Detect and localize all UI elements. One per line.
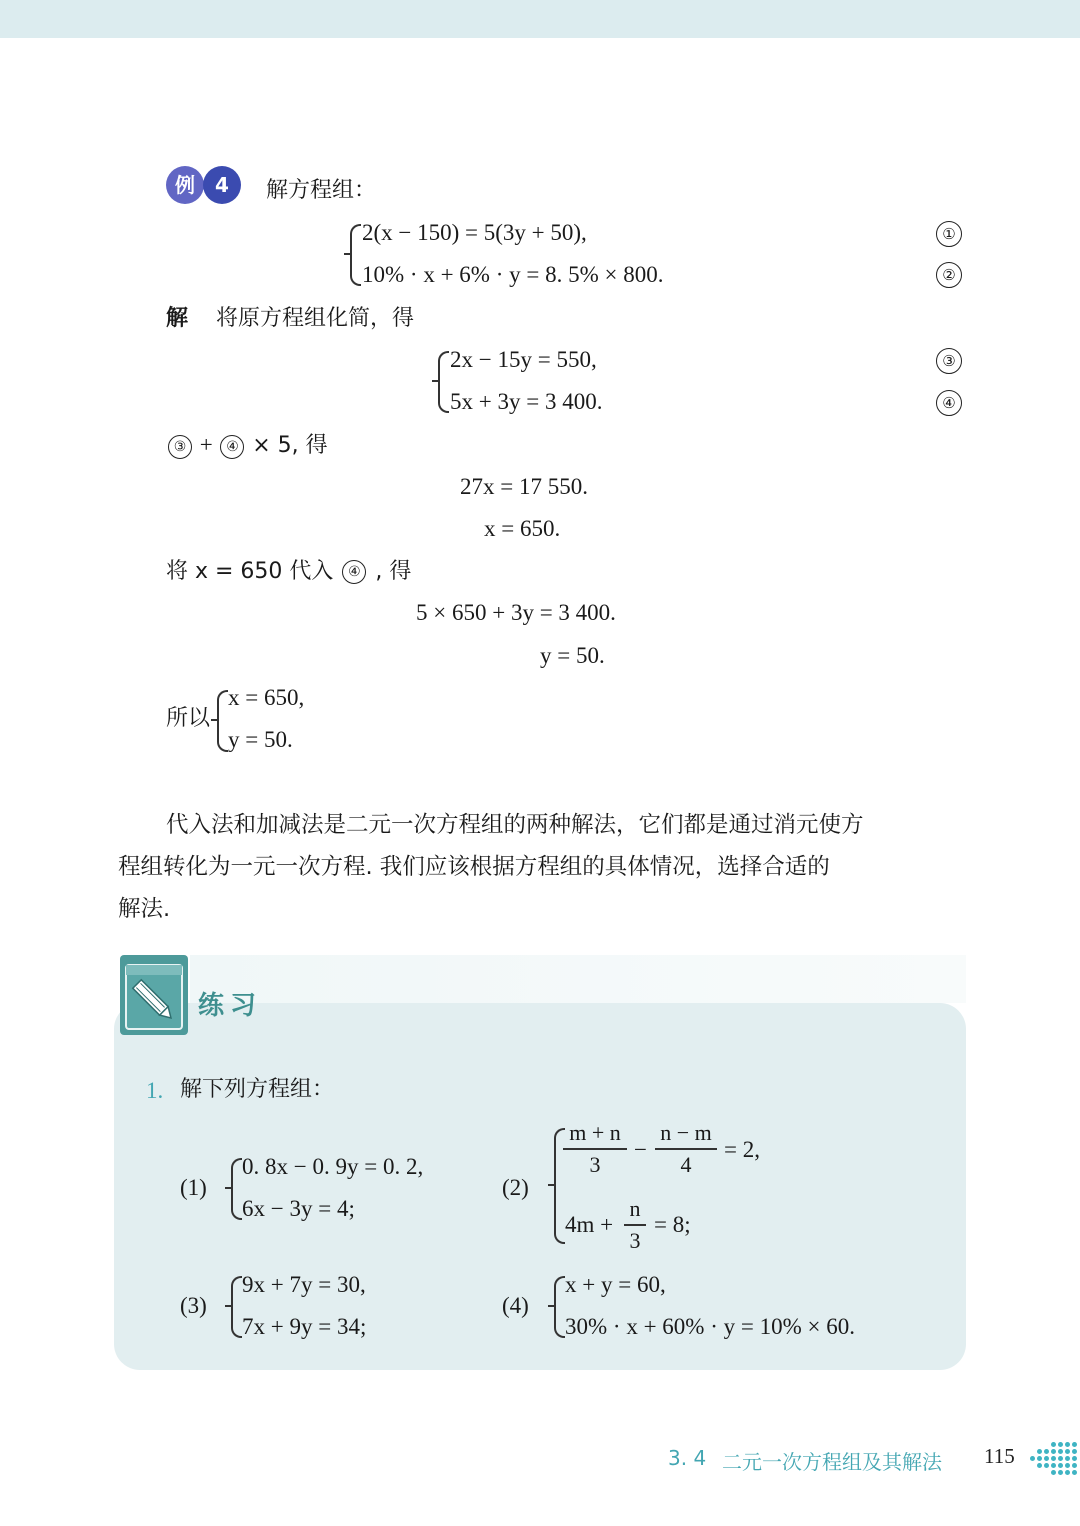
brace-example-tip: [344, 253, 350, 255]
brace-problem-1-tip: [225, 1187, 231, 1189]
brace-problem-4-tip: [548, 1305, 554, 1307]
problem-2-equation-2-lhs: 4m +: [565, 1212, 614, 1237]
fraction-1-bar: [563, 1148, 627, 1150]
footer-chapter-title: 二元一次方程组及其解法: [722, 1450, 942, 1474]
problem-1-equation-1: 0. 8x − 0. 9y = 0. 2,: [242, 1154, 424, 1179]
simplified-equation-3: 2x − 15y = 550,: [450, 347, 597, 372]
brace-answer-tip: [211, 719, 217, 721]
decorative-dot: [1058, 1470, 1063, 1475]
decorative-dot: [1065, 1456, 1070, 1461]
equation-marker-2: ②: [936, 262, 962, 288]
simplified-equation-4: 5x + 3y = 3 400.: [450, 389, 603, 414]
decorative-dot: [1037, 1456, 1042, 1461]
decorative-dots-icon: [1030, 1440, 1080, 1480]
paragraph-line-3: 解法.: [118, 896, 171, 922]
substitution-suffix: , 得: [375, 559, 412, 584]
example-badge-number: 4: [203, 166, 241, 204]
brace-problem-3-tip: [225, 1305, 231, 1307]
footer-section-number: 3. 4: [668, 1446, 707, 1470]
paragraph-line-2: 程组转化为一元一次方程. 我们应该根据方程组的具体情况，选择合适的: [118, 854, 830, 880]
fraction-3-denominator: 3: [629, 1228, 641, 1253]
step-marker-3: ③: [168, 435, 192, 459]
conclusion-label: 所以: [166, 706, 211, 731]
answer-y: y = 50.: [228, 727, 293, 752]
substitution-text: 将 x = 650 代入: [166, 559, 334, 584]
decorative-dot: [1044, 1449, 1049, 1454]
substitution-equation-1: 5 × 650 + 3y = 3 400.: [416, 600, 616, 625]
brace-problem-2-tip: [548, 1184, 554, 1186]
fraction-3-bar: [624, 1224, 646, 1226]
decorative-dot: [1058, 1442, 1063, 1447]
problem-2-label: (2): [502, 1175, 529, 1200]
paragraph-line-1: 代入法和加减法是二元一次方程组的两种解法，它们都是通过消元使方: [166, 812, 864, 838]
decorative-dot: [1065, 1442, 1070, 1447]
pencil-icon: [120, 955, 188, 1035]
solution-intro: 将原方程组化简，得: [216, 306, 415, 331]
fraction-n-over-3: [624, 1196, 646, 1254]
decorative-dot: [1065, 1463, 1070, 1468]
elimination-step: [166, 430, 328, 461]
solution-label: 解: [166, 306, 189, 331]
decorative-dot: [1058, 1456, 1063, 1461]
example-prompt: 解方程组：: [266, 178, 377, 203]
example-equation-1: 2(x − 150) = 5(3y + 50),: [362, 220, 587, 245]
top-band: [0, 0, 1080, 38]
decorative-dot: [1030, 1456, 1035, 1461]
decorative-dot: [1058, 1449, 1063, 1454]
exercise-header-band: [190, 955, 966, 1003]
example-badge-char: 例: [166, 166, 204, 204]
decorative-dot: [1051, 1456, 1056, 1461]
step-marker-4: ④: [220, 435, 244, 459]
brace-simplified-tip: [432, 380, 438, 382]
decorative-dot: [1072, 1456, 1077, 1461]
problem-3-equation-1: 9x + 7y = 30,: [242, 1272, 366, 1297]
decorative-dot: [1044, 1456, 1049, 1461]
answer-x: x = 650,: [228, 685, 305, 710]
decorative-dot: [1051, 1470, 1056, 1475]
example-equation-2: 10% · x + 6% · y = 8. 5% × 800.: [362, 262, 664, 287]
decorative-dot: [1072, 1463, 1077, 1468]
brace-problem-3: [231, 1276, 242, 1338]
problem-2-equation-2-rhs: = 8;: [654, 1212, 691, 1237]
decorative-dot: [1051, 1463, 1056, 1468]
substitution-intro: [166, 557, 411, 587]
brace-simplified: [438, 351, 449, 413]
problem-4-equation-2: 30% · x + 60% · y = 10% × 60.: [565, 1314, 855, 1339]
decorative-dot: [1072, 1470, 1077, 1475]
decorative-dot: [1065, 1449, 1070, 1454]
exercise-title: 练习: [198, 991, 263, 1021]
problem-4-equation-1: x + y = 60,: [565, 1272, 666, 1297]
brace-problem-4: [554, 1276, 565, 1338]
brace-problem-1: [231, 1158, 242, 1220]
substitution-marker-4: ④: [342, 560, 366, 584]
step-plus: +: [199, 432, 213, 457]
decorative-dot: [1072, 1449, 1077, 1454]
decorative-dot: [1037, 1449, 1042, 1454]
decorative-dot: [1058, 1463, 1063, 1468]
problem-4-label: (4): [502, 1293, 529, 1318]
brace-example: [350, 224, 361, 286]
fraction-1-denominator: 3: [589, 1152, 601, 1177]
brace-answer: [217, 690, 228, 752]
problem-3-equation-2: 7x + 9y = 34;: [242, 1314, 367, 1339]
decorative-dot: [1044, 1463, 1049, 1468]
question-number: 1.: [146, 1078, 164, 1103]
question-text: 解下列方程组：: [180, 1077, 335, 1102]
problem-3-label: (3): [180, 1293, 207, 1318]
equation-marker-3: ③: [936, 348, 962, 374]
page-number: 115: [984, 1444, 1015, 1468]
decorative-dot: [1037, 1463, 1042, 1468]
problem-2-minus: −: [634, 1137, 647, 1162]
problem-1-equation-2: 6x − 3y = 4;: [242, 1196, 355, 1221]
step-equation-1: 27x = 17 550.: [460, 474, 588, 499]
step-equation-2: x = 650.: [484, 516, 561, 541]
problem-2-equation-1-rhs: = 2,: [724, 1137, 760, 1162]
equation-marker-1: ①: [936, 221, 962, 247]
decorative-dot: [1051, 1449, 1056, 1454]
substitution-equation-2: y = 50.: [540, 643, 605, 668]
fraction-m-plus-n-over-3: [563, 1120, 627, 1178]
fraction-3-numerator: n: [629, 1196, 641, 1221]
decorative-dot: [1065, 1470, 1070, 1475]
fraction-2-numerator: n − m: [660, 1120, 712, 1145]
decorative-dot: [1051, 1442, 1056, 1447]
decorative-dot: [1072, 1442, 1077, 1447]
fraction-2-bar: [655, 1148, 717, 1150]
step-times: × 5, 得: [252, 433, 328, 458]
equation-marker-4: ④: [936, 390, 962, 416]
problem-1-label: (1): [180, 1175, 207, 1200]
fraction-2-denominator: 4: [680, 1152, 692, 1177]
fraction-1-numerator: m + n: [569, 1120, 621, 1145]
fraction-n-minus-m-over-4: [655, 1120, 717, 1178]
